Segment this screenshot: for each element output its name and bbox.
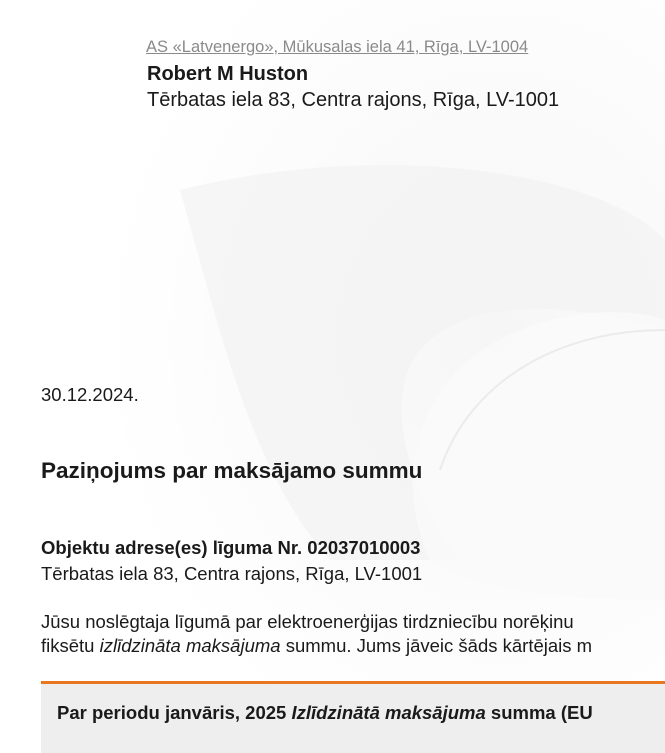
contract-object-heading: Objektu adrese(es) līguma Nr. 02037010003: [41, 537, 421, 558]
recipient-name: Robert M Huston: [147, 63, 309, 85]
sender-return-address: AS «Latvenergo», Mūkusalas iela 41, Rīga, LV-1004: [146, 38, 529, 56]
page-title: Paziņojums par maksājamo summu: [41, 458, 423, 483]
payment-period-box: [41, 681, 665, 753]
body-text-line-2: [41, 635, 592, 657]
body-text-italic: izlīdzināta maksājuma: [99, 635, 281, 656]
payment-period-heading: [57, 702, 593, 724]
body-text-prefix: fiksētu: [41, 635, 100, 656]
recipient-address: Tērbatas iela 83, Centra rajons, Rīga, LV-1001: [147, 89, 560, 111]
body-text-line-1: Jūsu noslēgtaja līgumā par elektroenerģijas tirdzniecību norēķinu: [41, 611, 574, 632]
period-text-prefix: Par periodu janvāris, 2025: [57, 702, 292, 723]
period-text-italic: Izlīdzinātā maksājuma: [291, 702, 486, 723]
contract-object-address: Tērbatas iela 83, Centra rajons, Rīga, LV-1001: [41, 563, 423, 584]
body-text-suffix: summu. Jums jāveic šāds kārtējais m: [280, 635, 593, 656]
period-text-suffix: summa (EU: [485, 702, 593, 723]
letter-date: 30.12.2024.: [41, 384, 139, 405]
